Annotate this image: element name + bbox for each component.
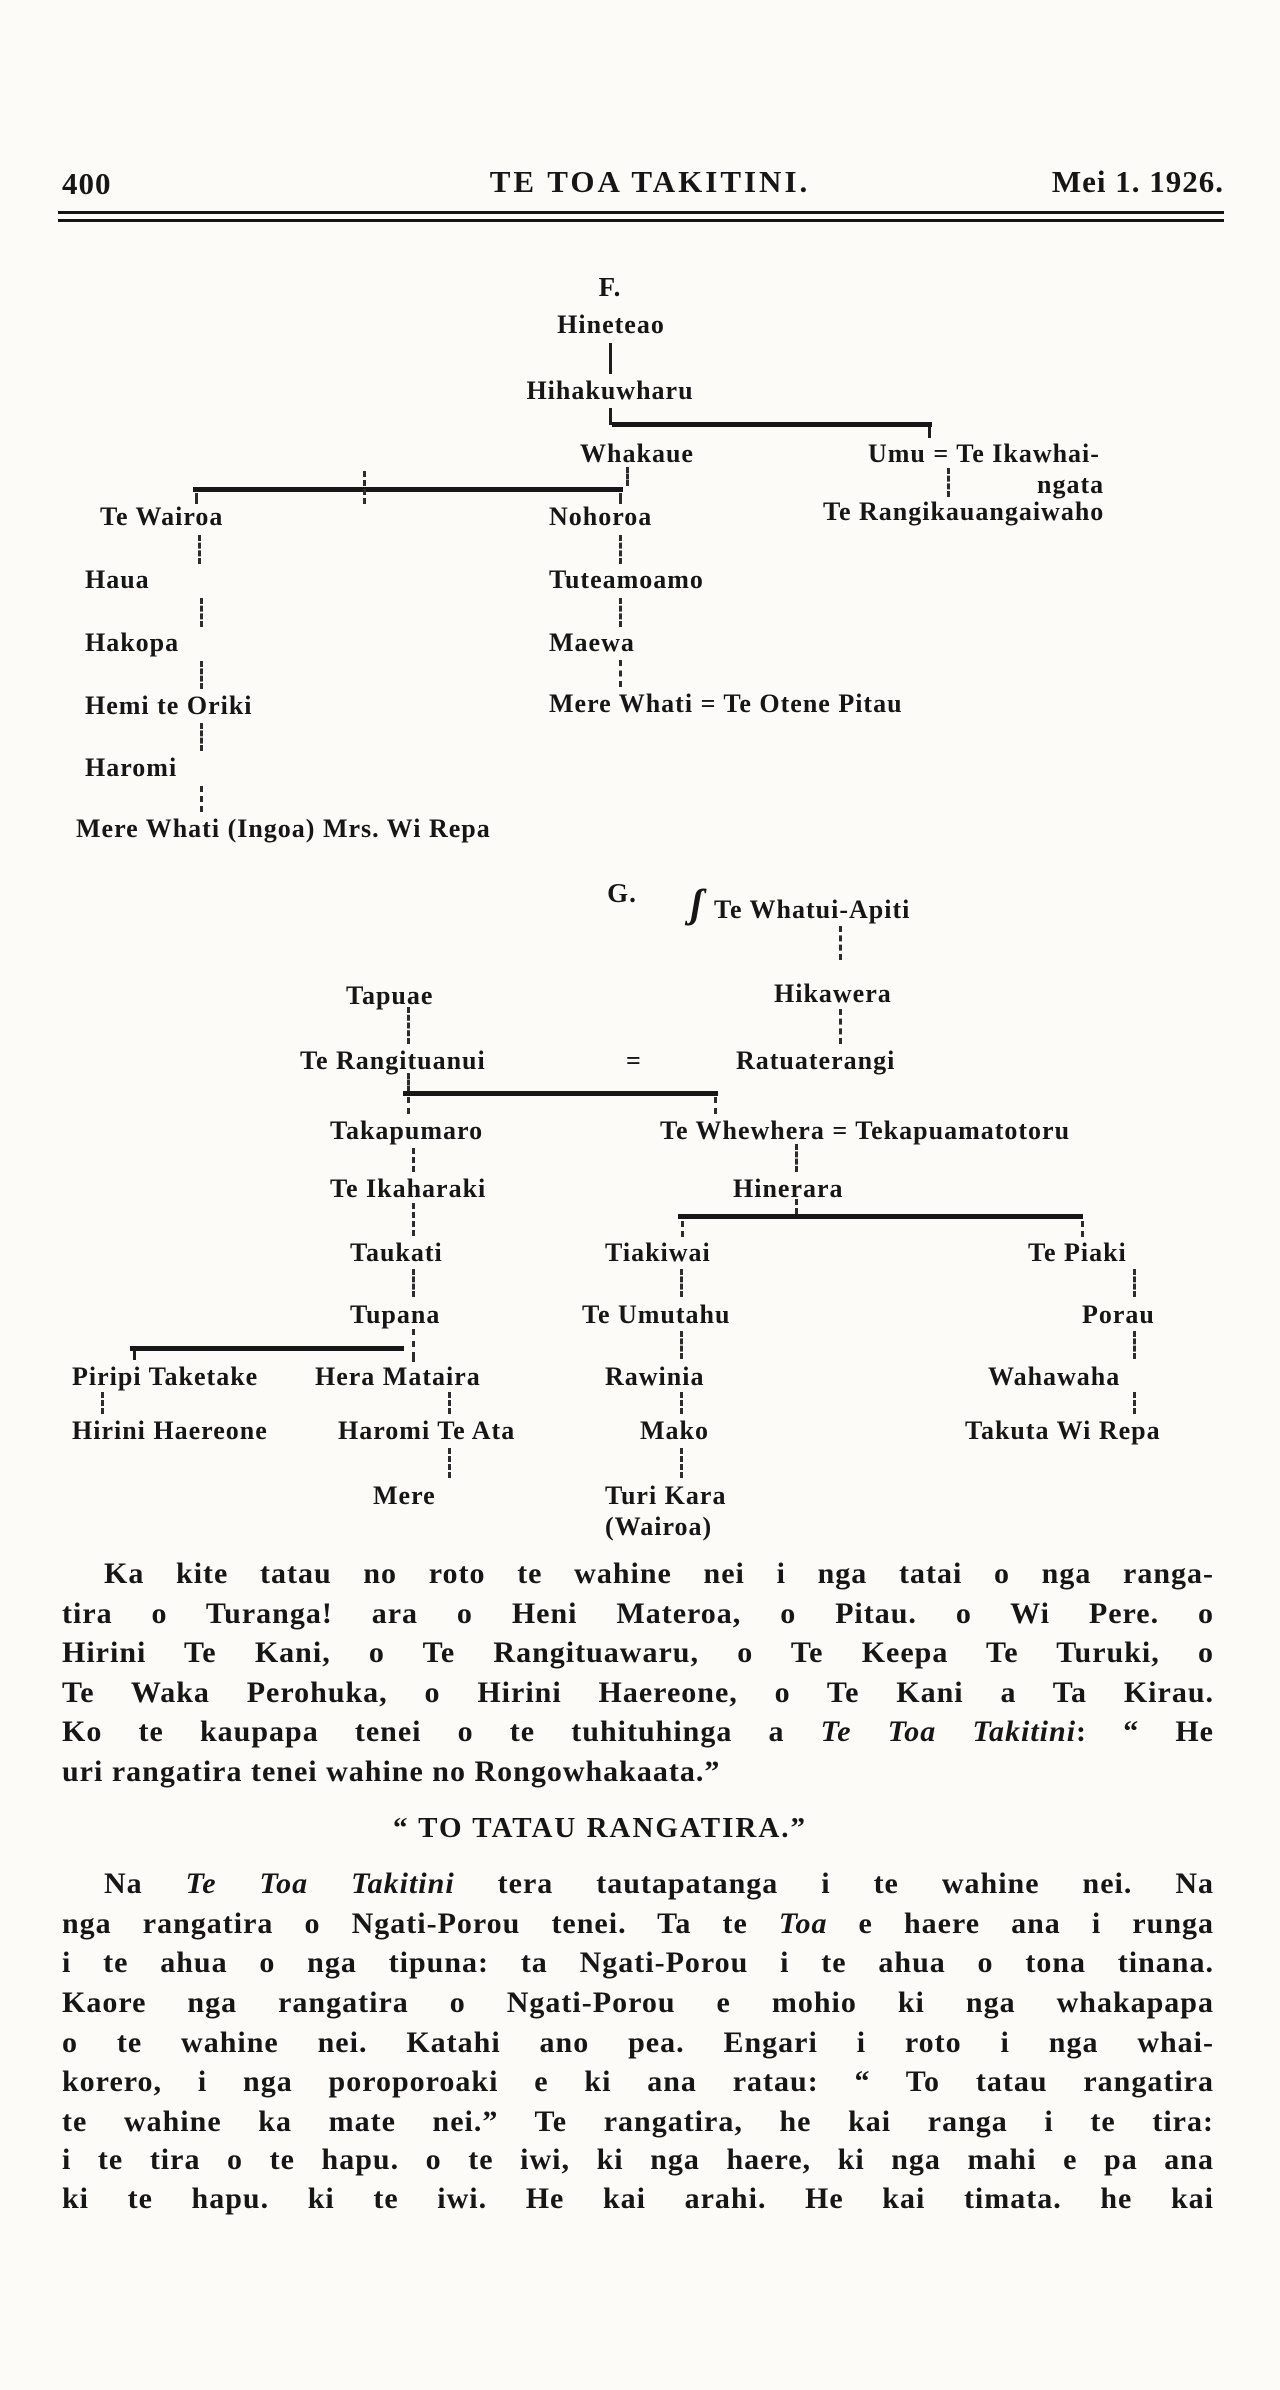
connector	[619, 535, 622, 564]
tree-g-node-te-umutahu: Te Umutahu	[582, 1300, 731, 1329]
paragraph-1-line	[62, 1675, 1214, 1711]
header-rule-top	[58, 211, 1224, 214]
connector	[795, 1199, 798, 1214]
connector	[619, 660, 622, 687]
connector	[619, 598, 622, 627]
paragraph-1-line	[62, 1754, 1214, 1790]
text-run: korero, i nga poroporoaki e ki ana ratau: “ To tatau rangatira	[62, 2065, 1214, 2098]
tree-g-node-turi-kara: Turi Kara	[605, 1481, 727, 1510]
tree-g-node-mako: Mako	[640, 1416, 709, 1445]
tree-f-label: F.	[598, 272, 622, 302]
connector	[193, 487, 623, 492]
connector	[839, 1009, 842, 1044]
connector	[448, 1392, 451, 1414]
connector	[200, 786, 203, 812]
connector	[200, 723, 203, 751]
tree-g-node-hera-mataira: Hera Mataira	[315, 1362, 481, 1391]
tree-g-node-haromi-te-ata: Haromi Te Ata	[338, 1416, 516, 1445]
tree-g-node-te-ikaharaki: Te Ikaharaki	[330, 1174, 487, 1203]
paragraph-2-line	[62, 1906, 1214, 1942]
tree-g-node-wahawaha: Wahawaha	[988, 1362, 1121, 1391]
italic-title-run: Te Toa Takitini	[185, 1867, 455, 1900]
tree-g-node-rawinia: Rawinia	[605, 1362, 705, 1391]
text-run: e haere ana i runga	[827, 1907, 1215, 1940]
paragraph-2-line	[62, 1985, 1214, 2021]
tree-g-node-taukati: Taukati	[350, 1238, 443, 1267]
text-run: Te Waka Perohuka, o Hirini Haereone, o Te Kani a Ta Kirau.	[62, 1676, 1214, 1709]
connector	[681, 1221, 684, 1237]
connector	[403, 1091, 718, 1096]
connector	[412, 1148, 415, 1172]
connector	[363, 471, 366, 504]
tree-f-node-nohoroa: Nohoroa	[549, 502, 653, 531]
tree-g-node-te-whatui-apiti: Te Whatui-Apiti	[714, 895, 911, 924]
tree-f-node-hakopa: Hakopa	[85, 628, 180, 657]
ink-flourish-mark: ʃ	[690, 881, 704, 926]
tree-g-node-ratuaterangi: Ratuaterangi	[736, 1046, 896, 1075]
tree-g-node-tapuae: Tapuae	[346, 981, 434, 1010]
connector	[1133, 1269, 1136, 1297]
text-run: o te wahine nei. Katahi ano pea. Engari i roto i nga whai-	[62, 2026, 1214, 2059]
connector	[130, 1346, 404, 1351]
tree-f-node-haromi: Haromi	[85, 753, 178, 782]
connector	[678, 1214, 1083, 1219]
paragraph-2-line	[62, 2025, 1214, 2061]
connector	[609, 343, 612, 374]
connector	[448, 1448, 451, 1478]
text-run: : “ He	[1076, 1715, 1215, 1748]
tree-f-node-te-rangikauangaiwaho: Te Rangikauangaiwaho	[823, 497, 1105, 526]
paragraph-1-line	[62, 1635, 1214, 1671]
connector	[407, 1097, 410, 1114]
tree-g-node-te-piaki: Te Piaki	[1028, 1238, 1127, 1267]
text-run: ki te hapu. ki te iwi. He kai arahi. He kai timata. he kai	[62, 2182, 1214, 2215]
italic-title-run: Toa	[778, 1907, 828, 1940]
connector	[680, 1269, 683, 1297]
tree-g-node-porau: Porau	[1082, 1300, 1155, 1329]
connector	[680, 1448, 683, 1478]
connector	[1133, 1331, 1136, 1359]
paragraph-1-line	[62, 1556, 1214, 1592]
connector	[412, 1203, 415, 1236]
tree-g-node-hinerara: Hinerara	[733, 1174, 844, 1203]
text-run: nga rangatira o Ngati-Porou tenei. Ta te	[62, 1907, 779, 1940]
connector	[839, 926, 842, 960]
text-run: te wahine ka mate nei.” Te rangatira, he kai ranga i te tira:	[62, 2105, 1214, 2138]
section-heading: “ TO TATAU RANGATIRA.”	[392, 1812, 808, 1844]
tree-f-node-maewa: Maewa	[549, 628, 635, 657]
connector	[412, 1269, 415, 1297]
text-run: Ko te kaupapa tenei o te tuhituhinga a	[62, 1715, 821, 1748]
text-run: i te tira o te hapu. o te iwi, ki nga haere, ki nga mahi e pa ana	[62, 2143, 1214, 2176]
text-run: Hirini Te Kani, o Te Rangituawaru, o Te Keepa Te Turuki, o	[62, 1636, 1214, 1669]
tree-f-node-mere-whati-otene: Mere Whati = Te Otene Pitau	[549, 689, 903, 718]
tree-g-node-hirini-haereone: Hirini Haereone	[72, 1416, 268, 1445]
connector	[200, 661, 203, 689]
tree-f-node-umu: Umu = Te Ikawhai-	[868, 439, 1100, 468]
connector	[412, 1329, 415, 1347]
tree-g-label: G.	[607, 878, 637, 908]
tree-g-node-tupana: Tupana	[350, 1300, 441, 1329]
connector	[795, 1144, 798, 1172]
text-run: tira o Turanga! ara o Heni Materoa, o Pitau. o Wi Pere. o	[62, 1597, 1214, 1630]
paragraph-2-line	[62, 1945, 1214, 1981]
tree-f-node-hemi-te-oriki: Hemi te Oriki	[85, 691, 253, 720]
tree-g-node-te-whewhera: Te Whewhera = Tekapuamatotoru	[660, 1116, 1071, 1145]
connector	[407, 1007, 410, 1044]
connector	[612, 422, 932, 427]
tree-g-node-piripi-taketake: Piripi Taketake	[72, 1362, 259, 1391]
tree-f-node-haua: Haua	[85, 565, 150, 594]
paragraph-2-line	[62, 1866, 1214, 1902]
tree-f-node-ngata: ngata	[1037, 470, 1105, 499]
tree-f-node-tuteamoamo: Tuteamoamo	[549, 565, 704, 594]
connector	[680, 1392, 683, 1414]
page-number: 400	[62, 166, 112, 201]
connector	[947, 468, 950, 497]
issue-date: Mei 1. 1926.	[1051, 164, 1224, 199]
tree-f-node-hineteao: Hineteao	[557, 310, 665, 339]
connector	[1133, 1392, 1136, 1414]
tree-g-node-wairoa: (Wairoa)	[605, 1512, 713, 1541]
paragraph-1-line	[62, 1596, 1214, 1632]
masthead-title: TE TOA TAKITINI.	[489, 164, 811, 199]
connector	[200, 598, 203, 627]
header-rule-bottom	[58, 219, 1224, 222]
tree-g-node-te-rangituanui: Te Rangituanui	[300, 1046, 486, 1075]
tree-g-node-takapumaro: Takapumaro	[330, 1116, 484, 1145]
text-run: tera tautapatanga i te wahine nei. Na	[454, 1867, 1214, 1900]
tree-g-node-mere: Mere	[373, 1481, 436, 1510]
connector	[412, 1352, 415, 1362]
connector	[714, 1097, 717, 1114]
tree-f-node-te-wairoa: Te Wairoa	[100, 502, 224, 531]
connector	[680, 1331, 683, 1359]
connector	[407, 1073, 410, 1092]
text-run: uri rangatira tenei wahine no Rongowhakaata.”	[62, 1755, 721, 1788]
tree-f-node-whakaue: Whakaue	[580, 439, 694, 468]
text-run: Kaore nga rangatira o Ngati-Porou e mohio ki nga whakapapa	[62, 1986, 1214, 2019]
paragraph-2-line	[62, 2064, 1214, 2100]
connector	[928, 427, 931, 438]
tree-g-node-takuta-wi-repa: Takuta Wi Repa	[965, 1416, 1161, 1445]
paragraph-2-line	[62, 2181, 1214, 2217]
text-run: Na	[104, 1867, 186, 1900]
connector	[101, 1392, 104, 1414]
tree-f-node-mere-whati-ingoa: Mere Whati (Ingoa) Mrs. Wi Repa	[76, 814, 491, 843]
connector	[1081, 1221, 1084, 1237]
text-run: i te ahua o nga tipuna: ta Ngati-Porou i te ahua o tona tinana.	[62, 1946, 1214, 1979]
tree-g-node-hikawera: Hikawera	[774, 979, 892, 1008]
paragraph-1-line	[62, 1714, 1214, 1750]
connector	[626, 467, 629, 486]
italic-title-run: Te Toa Takitini	[820, 1715, 1077, 1748]
tree-g-node-tiakiwai: Tiakiwai	[605, 1238, 711, 1267]
paragraph-2-line	[62, 2104, 1214, 2140]
tree-g-equals-sign: =	[626, 1046, 642, 1075]
paragraph-2-line	[62, 2142, 1214, 2178]
connector	[198, 535, 201, 564]
connector	[133, 1348, 136, 1360]
tree-f-node-hihakuwharu: Hihakuwharu	[526, 376, 694, 405]
text-run: Ka kite tatau no roto te wahine nei i nga tatai o nga ranga-	[104, 1557, 1214, 1590]
